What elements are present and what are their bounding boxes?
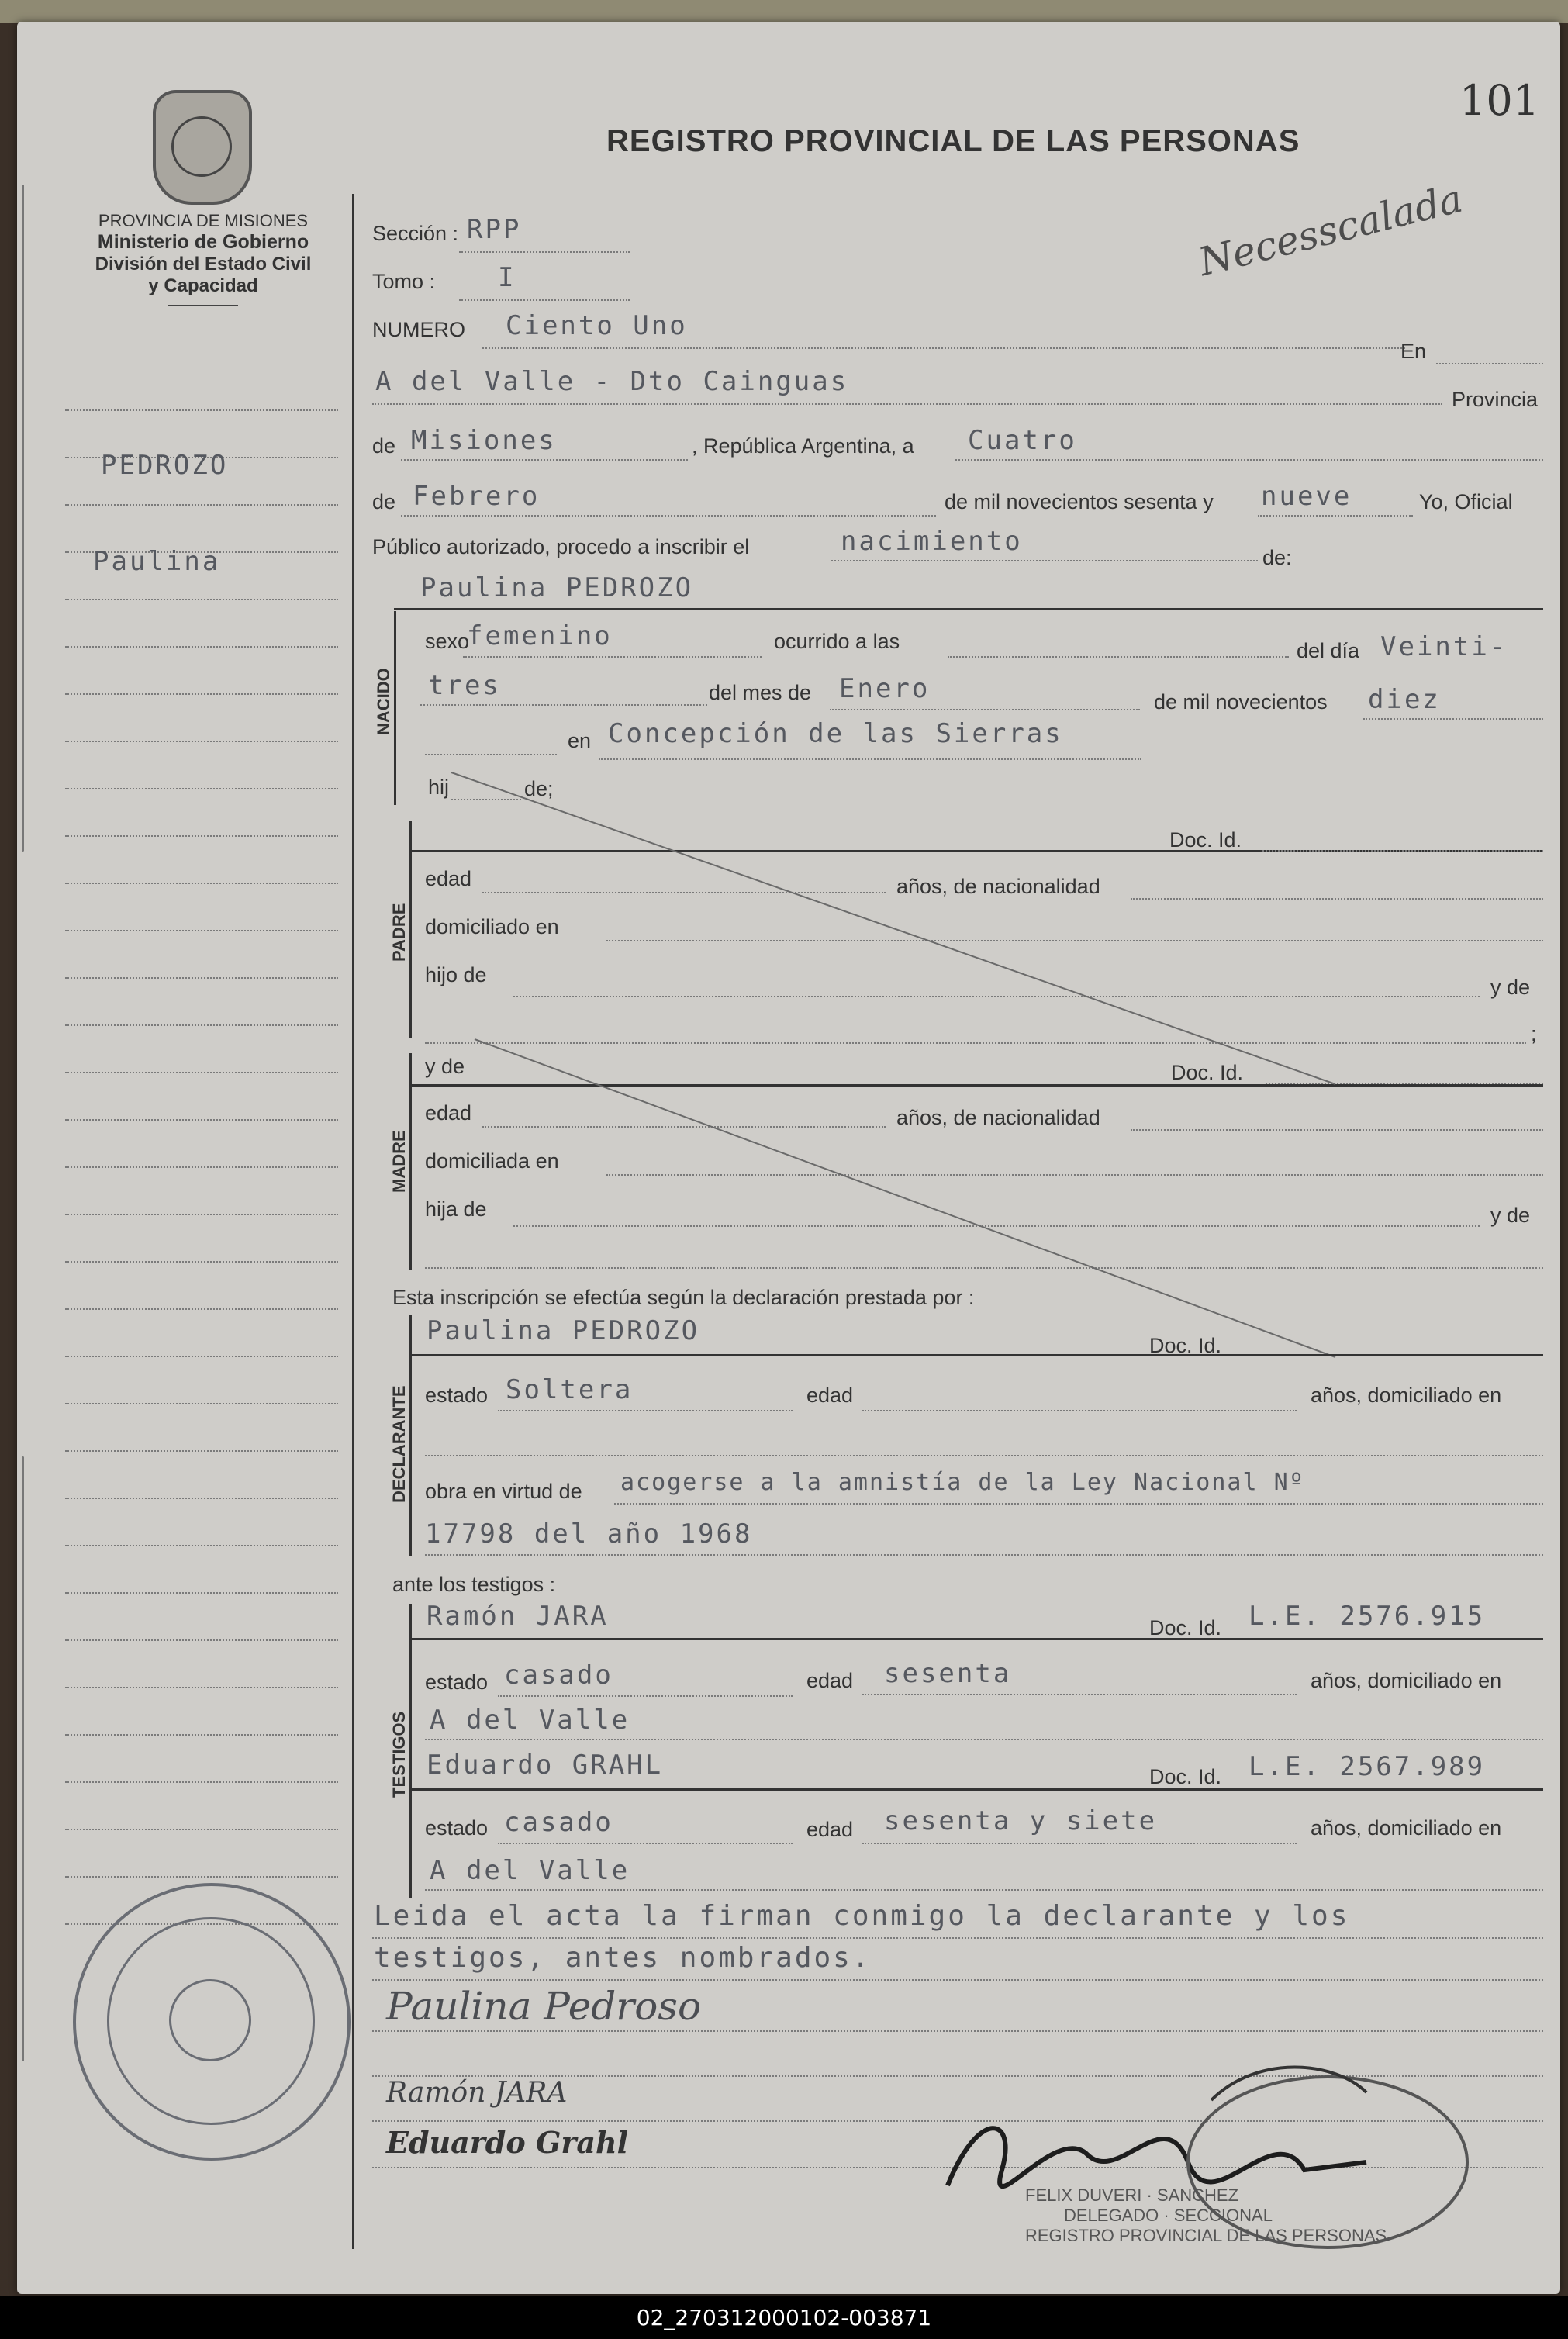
birth-day-b: tres [428,670,501,701]
testigos-bracket [409,1604,412,1898]
declarante-anos-label: años, domiciliado en [1311,1384,1502,1407]
padre-section-label: PADRE [389,903,409,962]
seccion-value: RPP [467,214,522,245]
madre-hija-label: hija de [425,1197,487,1221]
numero-label: NUMERO [372,318,465,341]
obra-value-a: acogerse a la amnistía de la Ley Nacional Nº [620,1469,1305,1496]
madre-edad-label: edad [425,1101,472,1125]
birth-month: Enero [839,673,931,704]
page-title: REGISTRO PROVINCIAL DE LAS PERSONAS [606,124,1300,158]
birth-year: diez [1368,684,1441,715]
testigo1-estado: casado [504,1660,613,1691]
closing-line2: testigos, antes nombrados. [374,1942,872,1974]
cancellation-stamp: Necesscalada [1194,175,1467,285]
obra-value-b: 17798 del año 1968 [425,1518,753,1550]
testigo1-doc-label: Doc. Id. [1149,1616,1222,1639]
nacido-mil-label: de mil novecientos [1154,690,1328,713]
mes-label: del mes de [709,681,812,704]
declarante-doc-label: Doc. Id. [1149,1334,1222,1357]
closing-line1: Leida el acta la firman conmigo la declarante y los [374,1900,1350,1932]
nacido-name: Paulina PEDROZO [420,572,694,603]
agency-ministry: Ministerio de Gobierno [97,231,309,253]
signature-testigo2: Eduardo Grahl [386,2125,629,2160]
seccion-label: Sección : [372,222,459,245]
nacido-section-label: NACIDO [374,668,393,735]
padre-edad-label: edad [425,867,472,890]
republica-label: , República Argentina, a [692,434,914,458]
year-value: nueve [1261,481,1352,512]
official-seal-text: FELIX DUVERI · SANCHEZ DELEGADO · SECCIONAL REGISTRO PROVINCIAL DE LAS PERSONAS [1025,2185,1387,2245]
declarante-name: Paulina PEDROZO [427,1315,700,1346]
publico-label: Público autorizado, procedo a inscribir el [372,535,750,558]
tomo-label: Tomo : [372,270,436,293]
madre-section-label: MADRE [389,1130,409,1193]
signature-testigo1: Ramón JARA [386,2077,568,2109]
testigo2-domicilio: A del Valle [430,1855,630,1886]
margin-given-name: Paulina [93,546,221,577]
declarante-estado: Soltera [506,1374,634,1405]
place-value: A del Valle - Dto Cainguas [375,366,849,397]
image-id-bar [0,2296,1568,2339]
ocurrido-label: ocurrido a las [774,630,900,653]
provincia-value: Misiones [411,425,557,456]
testigo2-anos-label: años, domiciliado en [1311,1816,1502,1840]
madre-doc-label: Doc. Id. [1171,1061,1244,1084]
declarante-section-label: DECLARANTE [389,1385,409,1503]
padre-doc-label: Doc. Id. [1169,828,1242,852]
testigo1-name: Ramón JARA [427,1601,609,1632]
page-number: 101 [1459,76,1540,125]
agency-division: División del Estado Civil [95,254,312,275]
testigo2-doc: L.E. 2567.989 [1249,1751,1486,1782]
declarante-edad-label: edad [806,1384,854,1407]
padre-semicolon: ; [1531,1022,1537,1045]
de2-label: de [372,490,396,513]
en2-label: en [568,729,592,752]
del-dia-label: del día [1297,639,1360,662]
provincia-label: Provincia [1452,388,1539,411]
padre-domic-label: domiciliado en [425,915,559,938]
padre-anos-label: años, de nacionalidad [896,875,1100,898]
testigo1-doc: L.E. 2576.915 [1249,1601,1486,1632]
testigo1-domicilio: A del Valle [430,1705,630,1736]
testigos-intro: ante los testigos : [392,1573,556,1596]
padre-hijo-label: hijo de [425,963,487,986]
register-page [17,22,1560,2294]
sexo-value: femenino [467,620,613,651]
testigo2-doc-label: Doc. Id. [1149,1765,1222,1788]
padre-yde-label: y de [1490,976,1531,999]
en-label: En [1400,340,1427,363]
agency-capacity: y Capacidad [148,275,258,296]
de3-label: de: [1262,546,1292,569]
declarante-bracket [409,1315,412,1556]
official-round-seal [73,1883,351,2161]
record-type-value: nacimiento [841,526,1023,557]
obra-label: obra en virtud de [425,1480,582,1503]
declarante-estado-label: estado [425,1384,489,1407]
testigo2-edad: sesenta y siete [884,1805,1158,1836]
mil-label: de mil novecientos sesenta y [945,490,1214,513]
sexo-label: sexo [425,630,470,653]
madre-anos-label: años, de nacionalidad [896,1106,1100,1129]
hij-de-label: de; [524,777,554,800]
day-value: Cuatro [968,425,1077,456]
testigo2-estado: casado [504,1807,613,1838]
madre-domic-label: domiciliada en [425,1149,559,1173]
testigo1-edad-label: edad [806,1669,854,1692]
declarante-intro: Esta inscripción se efectúa según la declaración prestada por : [392,1286,975,1309]
margin-surname: PEDROZO [101,450,229,481]
testigo2-name: Eduardo GRAHL [427,1750,664,1781]
signature-declarante: Paulina Pedroso [386,1984,702,2029]
birth-place: Concepción de las Sierras [608,718,1063,749]
tomo-value: I [498,262,516,293]
testigo2-edad-label: edad [806,1818,854,1841]
madre-yde2-label: y de [1490,1204,1531,1227]
testigo1-estado-label: estado [425,1670,489,1694]
testigos-section-label: TESTIGOS [389,1711,409,1798]
testigo2-estado-label: estado [425,1816,489,1840]
agency-province: PROVINCIA DE MISIONES [98,211,309,230]
madre-yde-label: y de [425,1055,465,1078]
oficial-label: Yo, Oficial [1419,490,1513,513]
de-label: de [372,434,396,458]
birth-day-a: Veinti- [1380,631,1508,662]
image-id-text: 02_270312000102-003871 [636,2305,932,2330]
testigo1-anos-label: años, domiciliado en [1311,1669,1502,1692]
hij-label: hij [428,776,450,799]
month-value: Febrero [413,481,541,512]
testigo1-edad: sesenta [884,1658,1012,1689]
book-top-edge [0,0,1568,23]
numero-value: Ciento Uno [506,310,688,341]
